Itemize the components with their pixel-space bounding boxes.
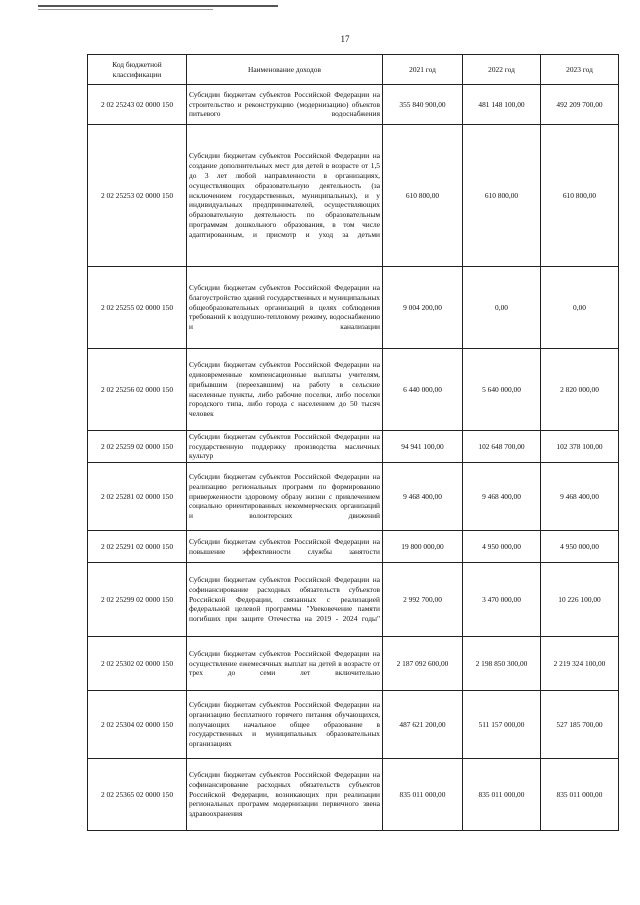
cell-2023: 610 800,00 <box>541 125 619 267</box>
cell-2023: 0,00 <box>541 267 619 349</box>
cell-name <box>187 463 383 531</box>
cell-2022: 2 198 850 300,00 <box>463 637 541 691</box>
cell-name <box>187 759 383 831</box>
cell-2023: 9 468 400,00 <box>541 463 619 531</box>
cell-code: 2 02 25291 02 0000 150 <box>88 531 187 563</box>
cell-name <box>187 691 383 759</box>
cell-name-text: Субсидии бюджетам субъектов Российской Федерации на софинансирование расходных обязательств субъектов Российской Федерации, возникающих при реализации региональных программ модернизации первичного звена здравоохранения <box>189 769 380 819</box>
cell-code: 2 02 25365 02 0000 150 <box>88 759 187 831</box>
table-row <box>88 349 619 431</box>
cell-2023: 2 820 000,00 <box>541 349 619 431</box>
cell-name <box>187 85 383 125</box>
cell-2021: 2 187 092 600,00 <box>383 637 463 691</box>
table-row <box>88 267 619 349</box>
table-row <box>88 691 619 759</box>
table-row <box>88 531 619 563</box>
cell-2022: 3 470 000,00 <box>463 563 541 637</box>
cell-name-text: Субсидии бюджетам субъектов Российской Федерации на повышение эффективности службы занятости <box>189 536 380 556</box>
cell-name <box>187 431 383 463</box>
cell-name-text: Субсидии бюджетам субъектов Российской Федерации на государственную поддержку производства масличных культур <box>189 431 380 461</box>
header-2022: 2022 год <box>463 55 541 85</box>
cell-2022: 4 950 000,00 <box>463 531 541 563</box>
cell-2023: 4 950 000,00 <box>541 531 619 563</box>
scan-mark <box>38 9 213 10</box>
cell-2022: 511 157 000,00 <box>463 691 541 759</box>
cell-name <box>187 531 383 563</box>
cell-2021: 9 468 400,00 <box>383 463 463 531</box>
table-row <box>88 125 619 267</box>
cell-name-text: Субсидии бюджетам субъектов Российской Федерации на реализацию региональных программ по формированию приверженности здоровому образу жизни с привлечением социально ориентированных некоммерческих организаций и волонтерских движений <box>189 471 380 521</box>
cell-name <box>187 267 383 349</box>
cell-2022: 5 640 000,00 <box>463 349 541 431</box>
cell-2021: 6 440 000,00 <box>383 349 463 431</box>
cell-name <box>187 637 383 691</box>
cell-2021: 355 840 900,00 <box>383 85 463 125</box>
table-row <box>88 759 619 831</box>
cell-name-text: Субсидии бюджетам субъектов Российской Федерации на софинансирование расходных обязательств субъектов Российской Федерации, связанных с реализацией федеральной целевой программы "Увековечение памяти погибших при защите Отечества на 2019 - 2024 годы" <box>189 574 380 624</box>
cell-2023: 2 219 324 100,00 <box>541 637 619 691</box>
cell-code: 2 02 25281 02 0000 150 <box>88 463 187 531</box>
cell-2023: 527 185 700,00 <box>541 691 619 759</box>
cell-name-text: Субсидии бюджетам субъектов Российской Федерации на единовременные компенсационные выплаты учителям, прибывшим (переехавшим) на работу в сельские населенные пункты, либо рабочие поселки, либо поселки городского типа, либо города с населением до 50 тысяч человек <box>189 359 380 419</box>
cell-code: 2 02 25302 02 0000 150 <box>88 637 187 691</box>
cell-code: 2 02 25253 02 0000 150 <box>88 125 187 267</box>
cell-code: 2 02 25243 02 0000 150 <box>88 85 187 125</box>
cell-name-text: Субсидии бюджетам субъектов Российской Федерации на создание дополнительных мест для детей в возрасте от 1,5 до 3 лет любой направленности в организациях, осуществляющих образовательную деятельность (за исключением государственных, муниципальных), и у индивидуальных предпринимателей, осуществляющих образовательную деятельность по образовательным программам дошкольного образования, в том числе адаптированным, и присмотр и уход за детьми <box>189 150 380 240</box>
cell-2022: 610 800,00 <box>463 125 541 267</box>
cell-name <box>187 125 383 267</box>
cell-2021: 487 621 200,00 <box>383 691 463 759</box>
cell-name <box>187 349 383 431</box>
cell-2022: 481 148 100,00 <box>463 85 541 125</box>
cell-2022: 9 468 400,00 <box>463 463 541 531</box>
table-row <box>88 85 619 125</box>
table-header-row <box>88 55 619 85</box>
cell-code: 2 02 25299 02 0000 150 <box>88 563 187 637</box>
cell-code: 2 02 25259 02 0000 150 <box>88 431 187 463</box>
cell-2022: 102 648 700,00 <box>463 431 541 463</box>
cell-name-text: Субсидии бюджетам субъектов Российской Федерации на строительство и реконструкцию (модернизацию) объектов питьевого водоснабжения <box>189 89 380 119</box>
table-row <box>88 463 619 531</box>
table-row <box>88 431 619 463</box>
header-2023: 2023 год <box>541 55 619 85</box>
cell-name-text: Субсидии бюджетам субъектов Российской Федерации на осуществление ежемесячных выплат на детей в возрасте от трех до семи лет включительно <box>189 648 380 678</box>
scan-mark <box>38 5 278 7</box>
cell-2021: 94 941 100,00 <box>383 431 463 463</box>
header-name: Наименование доходов <box>187 55 383 85</box>
cell-2022: 0,00 <box>463 267 541 349</box>
revenue-table <box>87 54 619 831</box>
cell-2021: 19 800 000,00 <box>383 531 463 563</box>
cell-name-text: Субсидии бюджетам субъектов Российской Федерации на организацию бесплатного горячего питания обучающихся, получающих начальное общее образование в государственных и муниципальных образовательных организациях <box>189 699 380 749</box>
header-code: Код бюджетной классификации <box>88 55 187 85</box>
cell-2021: 2 992 700,00 <box>383 563 463 637</box>
cell-2021: 9 004 200,00 <box>383 267 463 349</box>
cell-code: 2 02 25304 02 0000 150 <box>88 691 187 759</box>
cell-2021: 610 800,00 <box>383 125 463 267</box>
header-2021: 2021 год <box>383 55 463 85</box>
cell-code: 2 02 25256 02 0000 150 <box>88 349 187 431</box>
cell-name-text: Субсидии бюджетам субъектов Российской Федерации на благоустройство зданий государственных и муниципальных общеобразовательных организаций в целях соблюдения требований к воздушно-тепловому режиму, водоснабжению и канализации <box>189 282 380 332</box>
cell-2023: 835 011 000,00 <box>541 759 619 831</box>
cell-2023: 102 378 100,00 <box>541 431 619 463</box>
page-number: 17 <box>340 34 350 44</box>
cell-2023: 10 226 100,00 <box>541 563 619 637</box>
cell-name <box>187 563 383 637</box>
cell-code: 2 02 25255 02 0000 150 <box>88 267 187 349</box>
cell-2021: 835 011 000,00 <box>383 759 463 831</box>
table-row <box>88 637 619 691</box>
cell-2022: 835 011 000,00 <box>463 759 541 831</box>
cell-2023: 492 209 700,00 <box>541 85 619 125</box>
table-row <box>88 563 619 637</box>
